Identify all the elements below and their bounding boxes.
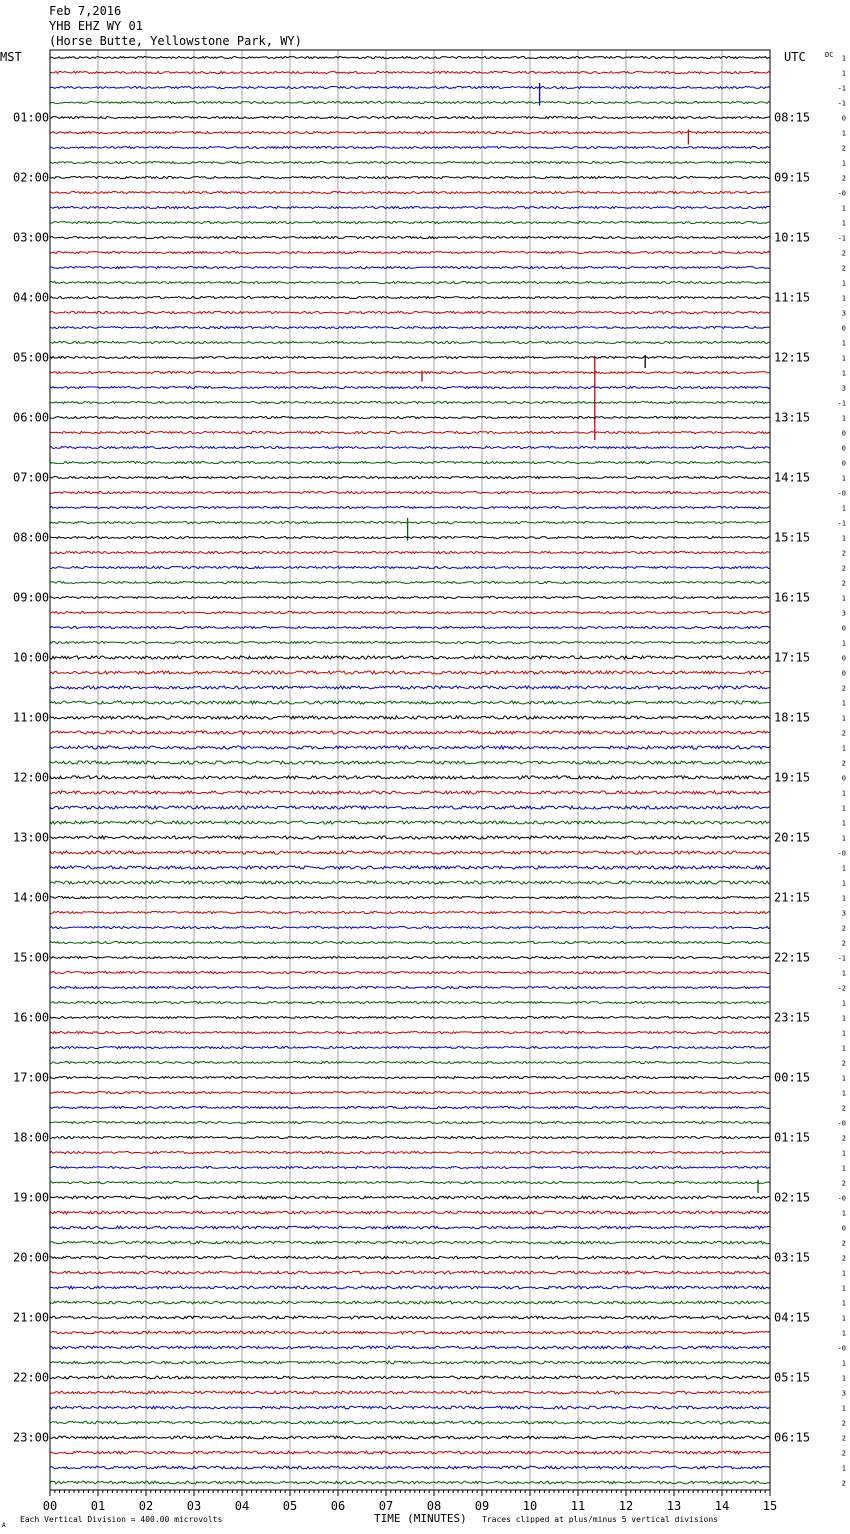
seismic-trace: [50, 311, 770, 313]
seismic-trace: [50, 1196, 770, 1199]
dc-offset-value: -1: [837, 234, 846, 243]
left-hour-label: 07:00: [13, 470, 50, 485]
seismic-trace: [50, 716, 770, 719]
left-hour-label: 22:00: [13, 1370, 50, 1385]
seismic-trace: [50, 791, 770, 794]
seismic-trace: [50, 731, 770, 734]
seismic-trace: [50, 1226, 770, 1229]
dc-offset-value: 2: [841, 1449, 846, 1458]
x-tick-label: 08: [426, 1499, 442, 1513]
dc-offset-value: -1: [837, 954, 846, 963]
dc-offset-value: 1: [841, 999, 846, 1008]
dc-offset-value: 1: [841, 279, 846, 288]
left-hour-label: 06:00: [13, 410, 50, 425]
header-station: YHB EHZ WY 01: [49, 19, 143, 33]
dc-offset-value: 3: [841, 384, 846, 393]
dc-offset-value: 0: [841, 654, 846, 663]
seismic-trace: [50, 371, 770, 373]
left-hour-label: 04:00: [13, 290, 50, 305]
left-hour-label: 12:00: [13, 770, 50, 785]
dc-offset-value: 1: [841, 1149, 846, 1158]
dc-offset-value: 1: [841, 789, 846, 798]
seismic-trace: [50, 821, 770, 824]
seismic-trace: [50, 971, 770, 973]
seismic-trace: [50, 101, 770, 103]
right-timezone-label: UTC: [784, 50, 806, 64]
dc-offset-value: 1: [841, 879, 846, 888]
left-hour-label: 23:00: [13, 1430, 50, 1445]
seismic-trace: [50, 1436, 770, 1439]
dc-offset-value: 2: [841, 1179, 846, 1188]
dc-offset-value: 2: [841, 729, 846, 738]
seismic-trace: [50, 416, 770, 418]
seismic-trace: [50, 1151, 770, 1153]
seismic-trace: [50, 626, 770, 628]
right-hour-label: 13:15: [774, 410, 811, 425]
seismic-trace: [50, 446, 770, 448]
right-hour-label: 12:15: [774, 350, 811, 365]
dc-offset-value: 1: [841, 1269, 846, 1278]
dc-offset-value: 1: [841, 339, 846, 348]
seismic-trace: [50, 1406, 770, 1409]
seismic-trace: [50, 431, 770, 433]
seismic-trace: [50, 986, 770, 988]
dc-offset-value: -0: [837, 489, 846, 498]
x-tick-label: 00: [42, 1499, 58, 1513]
left-hour-label: 16:00: [13, 1010, 50, 1025]
left-hour-label: 17:00: [13, 1070, 50, 1085]
dc-offset-value: -1: [837, 99, 846, 108]
dc-offset-column: [838, 55, 846, 1488]
right-hour-label: 06:15: [774, 1430, 811, 1445]
dc-offset-value: 1: [841, 294, 846, 303]
right-hour-label: 01:15: [774, 1130, 811, 1145]
x-tick-label: 09: [474, 1499, 490, 1513]
seismic-trace: [50, 866, 770, 869]
seismic-trace: [50, 146, 770, 148]
seismic-trace: [50, 476, 770, 478]
dc-offset-value: 0: [841, 444, 846, 453]
seismic-trace: [50, 881, 770, 884]
left-hour-label: 01:00: [13, 110, 50, 125]
dc-offset-value: -0: [837, 1194, 846, 1203]
right-hour-label: 17:15: [774, 650, 811, 665]
seismic-traces: [50, 56, 770, 1484]
right-hour-label: 08:15: [774, 110, 811, 125]
dc-offset-value: 0: [841, 459, 846, 468]
dc-offset-value: 2: [841, 924, 846, 933]
left-hour-label: 09:00: [13, 590, 50, 605]
dc-offset-value: 1: [841, 804, 846, 813]
dc-offset-value: 1: [841, 1464, 846, 1473]
x-tick-label: 11: [570, 1499, 586, 1513]
dc-offset-value: 1: [841, 159, 846, 168]
seismic-trace: [50, 1466, 770, 1469]
left-hour-label: 15:00: [13, 950, 50, 965]
dc-offset-value: -0: [837, 1119, 846, 1128]
dc-offset-value: 2: [841, 1434, 846, 1443]
dc-offset-value: 1: [841, 1359, 846, 1368]
seismic-trace: [50, 1091, 770, 1093]
dc-offset-value: 0: [841, 624, 846, 633]
x-tick-label: 04: [234, 1499, 250, 1513]
left-hour-label: 19:00: [13, 1190, 50, 1205]
seismic-trace: [50, 1346, 770, 1349]
dc-offset-value: 1: [841, 1284, 846, 1293]
seismic-trace: [50, 611, 770, 613]
dc-offset-value: 1: [841, 714, 846, 723]
dc-offset-value: 0: [841, 114, 846, 123]
left-hour-label: 21:00: [13, 1310, 50, 1325]
dc-offset-value: 1: [841, 699, 846, 708]
seismic-trace: [50, 596, 770, 598]
seismic-trace: [50, 1241, 770, 1244]
scale-note: Each Vertical Division = 400.00 microvolts: [20, 1515, 223, 1524]
dc-offset-value: 3: [841, 309, 846, 318]
seismic-trace: [50, 1451, 770, 1454]
dc-offset-value: 2: [841, 579, 846, 588]
dc-offset-value: 3: [841, 609, 846, 618]
x-axis-label: TIME (MINUTES): [374, 1512, 467, 1525]
seismic-trace: [50, 1421, 770, 1424]
seismic-trace: [50, 911, 770, 913]
seismic-trace: [50, 296, 770, 298]
seismic-trace: [50, 836, 770, 839]
seismic-trace: [50, 506, 770, 508]
right-hour-label: 03:15: [774, 1250, 811, 1265]
seismic-trace: [50, 326, 770, 328]
seismic-trace: [50, 1481, 770, 1484]
seismic-trace: [50, 281, 770, 283]
seismic-trace: [50, 56, 770, 58]
seismic-trace: [50, 1076, 770, 1078]
left-hour-label: 08:00: [13, 530, 50, 545]
seismic-trace: [50, 1031, 770, 1033]
dc-offset-value: 1: [841, 744, 846, 753]
right-hour-label: 18:15: [774, 710, 811, 725]
seismic-trace: [50, 1121, 770, 1123]
seismic-trace: [50, 401, 770, 403]
dc-offset-value: 1: [841, 594, 846, 603]
right-hour-label: 23:15: [774, 1010, 811, 1025]
seismic-trace: [50, 941, 770, 943]
dc-offset-value: 1: [841, 1014, 846, 1023]
x-tick-label: 15: [762, 1499, 778, 1513]
dc-offset-value: 1: [841, 1404, 846, 1413]
dc-offset-value: -0: [837, 849, 846, 858]
seismic-trace: [50, 851, 770, 854]
left-hour-label: 20:00: [13, 1250, 50, 1265]
right-hour-label: 02:15: [774, 1190, 811, 1205]
dc-offset-value: 2: [841, 1104, 846, 1113]
seismic-trace: [50, 1331, 770, 1334]
right-hour-label: 11:15: [774, 290, 811, 305]
dc-offset-value: 1: [841, 414, 846, 423]
left-hour-label: 05:00: [13, 350, 50, 365]
seismic-trace: [50, 221, 770, 223]
seismic-trace: [50, 356, 770, 358]
x-tick-label: 14: [714, 1499, 730, 1513]
seismic-trace: [50, 746, 770, 749]
time-grid: [98, 50, 722, 1490]
dc-offset-value: 1: [841, 1374, 846, 1383]
x-tick-label: 10: [522, 1499, 538, 1513]
dc-offset-value: 1: [841, 219, 846, 228]
seismic-trace: [50, 131, 770, 133]
right-hour-label: 20:15: [774, 830, 811, 845]
seismic-trace: [50, 551, 770, 553]
left-hour-label: 13:00: [13, 830, 50, 845]
dc-offset-value: -1: [837, 84, 846, 93]
right-hour-label: 15:15: [774, 530, 811, 545]
seismic-trace: [50, 461, 770, 463]
seismic-trace: [50, 176, 770, 178]
dc-offset-value: 1: [841, 369, 846, 378]
dc-offset-value: 1: [841, 1089, 846, 1098]
dc-offset-value: 1: [841, 1209, 846, 1218]
right-hour-label: 21:15: [774, 890, 811, 905]
dc-header-label: DC: [825, 51, 834, 59]
dc-offset-value: 2: [841, 939, 846, 948]
seismic-trace: [50, 1286, 770, 1289]
dc-offset-value: 2: [841, 1134, 846, 1143]
dc-offset-value: 1: [841, 69, 846, 78]
dc-offset-value: 1: [841, 1164, 846, 1173]
corner-mark: A: [2, 1522, 6, 1529]
left-timezone-label: MST: [0, 50, 22, 64]
dc-offset-value: 2: [841, 1419, 846, 1428]
seismic-trace: [50, 1181, 770, 1183]
dc-offset-value: 0: [841, 774, 846, 783]
dc-offset-value: 3: [841, 1389, 846, 1398]
dc-offset-value: 1: [841, 894, 846, 903]
dc-offset-value: -2: [837, 984, 846, 993]
dc-offset-value: 1: [841, 1329, 846, 1338]
dc-offset-value: 1: [841, 639, 846, 648]
x-tick-label: 03: [186, 1499, 202, 1513]
seismic-trace: [50, 566, 770, 568]
x-tick-label: 12: [618, 1499, 634, 1513]
dc-offset-value: 1: [841, 1029, 846, 1038]
dc-offset-value: 1: [841, 1299, 846, 1308]
seismic-trace: [50, 116, 770, 118]
seismic-trace: [50, 1136, 770, 1138]
seismic-trace: [50, 71, 770, 73]
seismic-trace: [50, 641, 770, 643]
dc-offset-value: 0: [841, 324, 846, 333]
dc-offset-value: 1: [841, 354, 846, 363]
seismic-trace: [50, 386, 770, 388]
seismic-trace: [50, 926, 770, 928]
x-tick-label: 06: [330, 1499, 346, 1513]
seismic-trace: [50, 161, 770, 163]
seismic-trace: [50, 206, 770, 208]
dc-offset-value: 2: [841, 249, 846, 258]
seismic-trace: [50, 266, 770, 268]
header-date: Feb 7,2016: [49, 4, 122, 18]
right-hour-label: 09:15: [774, 170, 811, 185]
seismic-trace: [50, 1316, 770, 1319]
dc-offset-value: 2: [841, 549, 846, 558]
dc-offset-value: 1: [841, 504, 846, 513]
seismic-trace: [50, 1256, 770, 1259]
dc-offset-value: 0: [841, 429, 846, 438]
seismic-trace: [50, 1301, 770, 1304]
x-tick-label: 05: [282, 1499, 298, 1513]
dc-offset-value: 1: [841, 834, 846, 843]
seismic-trace: [50, 656, 770, 659]
dc-offset-value: 1: [841, 534, 846, 543]
seismic-trace: [50, 896, 770, 898]
right-hour-label: 19:15: [774, 770, 811, 785]
x-tick-label: 02: [138, 1499, 154, 1513]
dc-offset-value: 1: [841, 1314, 846, 1323]
dc-offset-value: 0: [841, 669, 846, 678]
dc-offset-value: 2: [841, 564, 846, 573]
left-hour-label: 18:00: [13, 1130, 50, 1145]
dc-offset-value: 1: [841, 129, 846, 138]
x-tick-label: 13: [666, 1499, 682, 1513]
left-hour-label: 02:00: [13, 170, 50, 185]
seismic-trace: [50, 686, 770, 689]
seismic-trace: [50, 671, 770, 674]
seismic-trace: [50, 1166, 770, 1168]
seismic-trace: [50, 341, 770, 343]
dc-offset-value: 1: [841, 969, 846, 978]
seismic-trace: [50, 1001, 770, 1003]
right-hour-label: 00:15: [774, 1070, 811, 1085]
dc-offset-value: 2: [841, 684, 846, 693]
dc-offset-value: 2: [841, 1239, 846, 1248]
dc-offset-value: 1: [841, 1044, 846, 1053]
seismic-trace: [50, 1211, 770, 1214]
dc-offset-value: -0: [837, 189, 846, 198]
dc-offset-value: 1: [841, 864, 846, 873]
dc-offset-value: 1: [841, 474, 846, 483]
left-hour-label: 14:00: [13, 890, 50, 905]
seismic-trace: [50, 191, 770, 193]
right-hour-label: 05:15: [774, 1370, 811, 1385]
dc-offset-value: 2: [841, 144, 846, 153]
seismic-trace: [50, 536, 770, 538]
seismic-trace: [50, 491, 770, 493]
seismic-trace: [50, 956, 770, 958]
dc-offset-value: 2: [841, 174, 846, 183]
dc-offset-value: 3: [841, 909, 846, 918]
right-hour-label: 04:15: [774, 1310, 811, 1325]
dc-offset-value: 0: [841, 1224, 846, 1233]
x-tick-label: 01: [90, 1499, 106, 1513]
dc-offset-value: -0: [837, 1344, 846, 1353]
seismic-trace: [50, 1061, 770, 1063]
seismic-trace: [50, 1271, 770, 1274]
dc-offset-value: 2: [841, 1254, 846, 1263]
left-hour-label: 03:00: [13, 230, 50, 245]
dc-offset-value: 2: [841, 1479, 846, 1488]
seismic-trace: [50, 1376, 770, 1379]
dc-offset-value: 1: [841, 819, 846, 828]
dc-offset-value: -1: [837, 399, 846, 408]
seismic-trace: [50, 86, 770, 88]
seismic-trace: [50, 581, 770, 583]
dc-offset-value: 1: [841, 204, 846, 213]
seismic-trace: [50, 521, 770, 523]
dc-offset-value: 1: [841, 1074, 846, 1083]
x-tick-label: 07: [378, 1499, 394, 1513]
dc-offset-value: 1: [841, 54, 846, 63]
left-hour-label: 10:00: [13, 650, 50, 665]
seismic-trace: [50, 1106, 770, 1108]
dc-offset-value: 2: [841, 1059, 846, 1068]
seismic-trace: [50, 1046, 770, 1048]
seismic-trace: [50, 251, 770, 253]
time-axis: [43, 1490, 777, 1513]
seismic-trace: [50, 776, 770, 779]
seismic-trace: [50, 1391, 770, 1394]
seismic-trace: [50, 761, 770, 764]
seismic-trace: [50, 1016, 770, 1018]
clip-note: Traces clipped at plus/minus 5 vertical divisions: [482, 1515, 719, 1524]
dc-offset-value: 2: [841, 759, 846, 768]
right-hour-label: 16:15: [774, 590, 811, 605]
right-hour-label: 10:15: [774, 230, 811, 245]
seismic-trace: [50, 701, 770, 704]
right-hour-label: 14:15: [774, 470, 811, 485]
header-location: (Horse Butte, Yellowstone Park, WY): [49, 34, 302, 48]
dc-offset-value: 2: [841, 264, 846, 273]
seismic-trace: [50, 236, 770, 238]
right-hour-label: 22:15: [774, 950, 811, 965]
dc-offset-value: -1: [837, 519, 846, 528]
seismic-trace: [50, 806, 770, 809]
left-hour-label: 11:00: [13, 710, 50, 725]
seismic-trace: [50, 1361, 770, 1364]
